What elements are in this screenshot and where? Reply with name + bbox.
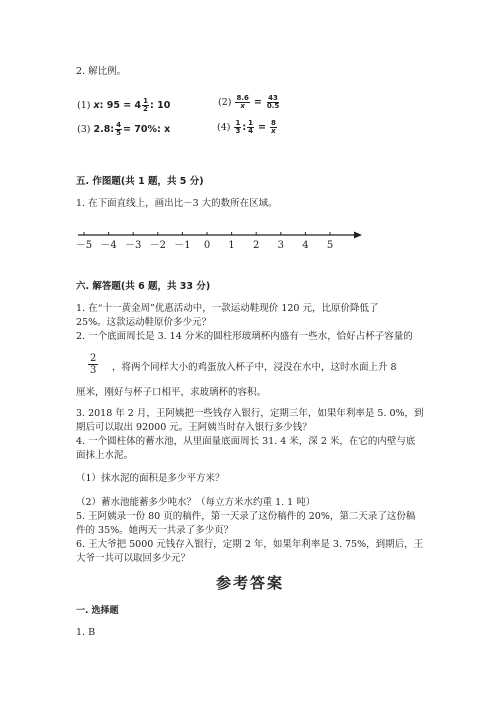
q2-fraction: $\frac{2}{3}$ [90,353,97,376]
q3-line-2: 期后可以取出 92000 元。王阿姨当时存入银行多少钱？ [76,422,312,433]
equation-1-label: (1) [77,100,91,111]
q1-line-1: 1. 在“十一黄金周”优惠活动中，一款运动鞋现价 120 元，比原价降低了 [76,303,379,314]
q2-line-3: 厘米，刚好与杯子口相平，求玻璃杯的容积。 [76,387,267,398]
answers-title: 参考答案 [215,574,284,592]
fraction: $\frac{43}{0.5}$ [266,94,280,110]
number-line-tick-label: －3 [125,240,142,251]
section-6-heading: 六. 解答题(共 6 题，共 33 分) [76,281,211,292]
number-line-tick-label: 1 [228,240,235,251]
q6-line-1: 6. 王大爷把 5000 元钱存入银行，定期 2 年，如果年利率是 3. 75%，到期后，王 [76,539,424,550]
q2-line-2: ，将两个同样大小的鸡蛋放入杯子中，浸没在水中，这时水面上升 8 [112,362,397,373]
number-line [74,228,364,254]
number-line-tick-label: 0 [203,240,211,251]
q2-line-1: 2. 一个底面周长是 3. 14 分米的圆柱形玻璃杯内盛有一些水，恰好占杯子容量的 [76,331,413,342]
question-2-title: 2. 解比例。 [76,66,127,77]
q5-line-2: 件的 35%。她两天一共录了多少页？ [76,525,234,536]
number-line-tick-label: －4 [100,240,117,251]
fraction: $\frac{1}{2}$ [143,97,148,113]
fraction: $\frac{1}{3}$ [235,119,241,135]
section-5-heading: 五. 作图题(共 1 题，共 5 分) [76,176,204,187]
number-line-tick-label: －5 [75,240,93,251]
equation-3: (3) 2.8: $\frac{4}{5}$ = 70%: x [77,121,171,137]
fraction: $\frac{4}{5}$ [116,121,121,137]
answers-section-1: 一. 选择题 [76,606,119,616]
q3-line-1: 3. 2018 年 2 月，王阿姨把一些钱存入银行，定期三年，如果年利率是 5. 0%，到 [76,408,424,419]
q4-sub-2: （2）蓄水池能蓄多少吨水？（每立方米水约重 1. 1 吨） [76,497,316,508]
fraction: $\frac{1}{4}$ [248,119,254,135]
q4-line-1: 4. 一个圆柱体的蓄水池，从里面量底面周长 31. 4 米，深 2 米，在它的内壁与底 [76,436,416,447]
number-line-tick-label: 5 [326,240,334,251]
number-line-tick-label: 3 [277,240,284,251]
q1-line-2: 25%。这款运动鞋原价多少元？ [76,317,212,328]
equation-2-label: (2) [218,97,232,108]
fraction: $\frac{8.6}{x}$ [236,94,249,110]
number-line-tick-label: －2 [149,240,166,251]
q6-line-2: 大爷一共可以取回多少元？ [76,553,191,564]
equation-2: (2) $\frac{8.6}{x}$ = $\frac{43}{0.5}$ [218,94,280,110]
equation-4: (4) $\frac{1}{3}$ : $\frac{1}{4}$ = $\frac{8}{x}$ [217,119,276,135]
equation-4-label: (4) [217,122,231,133]
equation-3-label: (3) [77,124,91,135]
number-line-arrow [354,232,362,239]
section-5-question-1: 1. 在下面直线上，画出比－3 大的数所在区域。 [76,198,278,209]
number-line-tick-label: 2 [253,240,260,251]
q4-sub-1: （1）抹水泥的面积是多少平方米？ [76,473,225,484]
answer-1: 1. B [76,627,96,638]
number-line-tick-label: 4 [302,240,309,251]
q4-line-2: 面抹上水泥。 [76,450,134,461]
fraction: $\frac{8}{x}$ [271,119,276,135]
equation-1: (1) x : 95 = 4 $\frac{1}{2}$ : 10 [77,97,171,113]
number-line-tick-label: －1 [174,240,191,251]
q5-line-1: 5. 王阿姨录一份 80 页的稿件，第一天录了这份稿件的 20%，第二天录了这份稿 [76,511,416,522]
